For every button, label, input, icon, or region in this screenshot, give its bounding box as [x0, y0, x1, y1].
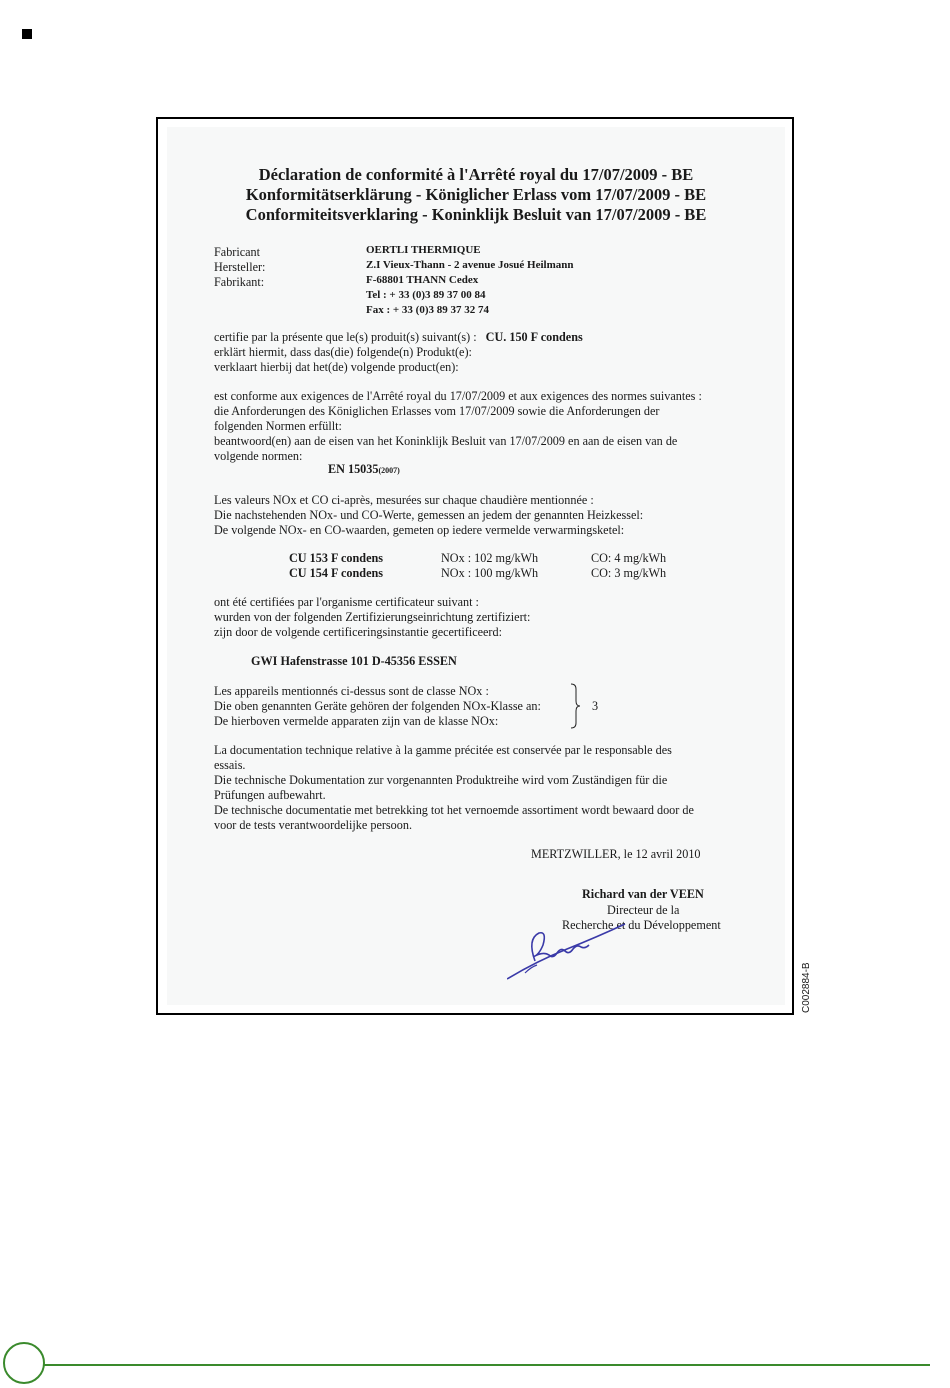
doc-line-2: essais.	[214, 758, 246, 772]
manufacturer-name: OERTLI THERMIQUE	[366, 244, 481, 256]
doc-line-5: De technische documentatie met betrekking tot het vernoemde assortiment wordt bewaard door de	[214, 803, 694, 817]
image-code: C002884-B	[801, 962, 812, 1013]
nox-class-value: 3	[592, 699, 599, 713]
class-line-de: Die oben genannten Geräte gehören der folgenden NOx-Klasse an:	[214, 699, 541, 713]
certify-nl: verklaart hierbij dat het(de) volgende product(en):	[214, 360, 459, 374]
values-intro-de: Die nachstehenden NOx- und CO-Werte, gemessen an jedem der genannten Heizkessel:	[214, 508, 644, 522]
doc-line-1: La documentation technique relative à la gamme précitée est conservée par le responsable des	[214, 743, 672, 757]
conform-line-3: folgenden Normen erfüllt:	[214, 419, 342, 433]
brace-icon	[569, 683, 581, 729]
manufacturer-tel: Tel : + 33 (0)3 89 37 00 84	[366, 289, 486, 301]
certificate-scan	[167, 127, 785, 1005]
doc-line-3: Die technische Dokumentation zur vorgenannten Produktreihe wird vom Zuständigen für die	[214, 773, 668, 787]
conform-line-4: beantwoord(en) aan de eisen van het Koninklijk Besluit van 17/07/2009 en aan de eisen van de	[214, 434, 678, 448]
title-fr: Déclaration de conformité à l'Arrêté royal du 17/07/2009 - BE	[258, 165, 694, 184]
footer-rule	[44, 1364, 930, 1366]
title-de: Konformitätserklärung - Königlicher Erlass vom 17/07/2009 - BE	[245, 185, 707, 204]
manufacturer-address2: F-68801 THANN Cedex	[366, 274, 479, 286]
measurement-nox-1: NOx : 102 mg/kWh	[441, 551, 539, 565]
certifier: GWI Hafenstrasse 101 D-45356 ESSEN	[251, 654, 457, 668]
product-name: CU. 150 F condens	[485, 330, 583, 344]
class-line-nl: De hierboven vermelde apparaten zijn van de klasse NOx:	[214, 714, 499, 728]
certificate-frame	[156, 117, 794, 1015]
measurement-model-2: CU 154 F condens	[289, 566, 384, 580]
manufacturer-address1: Z.I Vieux-Thann - 2 avenue Josué Heilmann	[366, 259, 574, 271]
certify-fr-text: certifie par la présente que le(s) produit(s) suivant(s) :	[214, 330, 477, 344]
certified-by-nl: zijn door de volgende certificeringsinstantie gecertificeerd:	[214, 625, 502, 639]
certify-de: erklärt hiermit, dass das(die) folgende(n) Produkt(e):	[214, 345, 472, 359]
signatory-title2: Recherche et du Développement	[562, 918, 721, 932]
certified-by-fr: ont été certifiées par l'organisme certificateur suivant :	[214, 595, 479, 609]
class-line-fr: Les appareils mentionnés ci-dessus sont de classe NOx :	[214, 684, 489, 698]
values-intro-fr: Les valeurs NOx et CO ci-après, mesurées sur chaque chaudière mentionnée :	[214, 493, 594, 507]
certified-by-de: wurden von der folgenden Zertifizierungseinrichtung zertifiziert:	[214, 610, 531, 624]
doc-line-6: voor de tests verantwoordelijke persoon.	[214, 818, 412, 832]
signature-icon	[507, 909, 627, 989]
conform-line-1: est conforme aux exigences de l'Arrêté royal du 17/07/2009 et aux exigences des normes suivantes :	[214, 389, 702, 403]
label-fabricant: Fabricant	[214, 245, 261, 259]
measurement-co-1: CO: 4 mg/kWh	[591, 551, 667, 565]
conform-line-2: die Anforderungen des Königlichen Erlasses vom 17/07/2009 sowie die Anforderungen der	[214, 404, 660, 418]
certify-fr	[214, 330, 583, 345]
label-hersteller: Hersteller:	[214, 260, 266, 274]
title-nl: Conformiteitsverklaring - Koninklijk Besluit van 17/07/2009 - BE	[245, 205, 707, 224]
measurement-co-2: CO: 3 mg/kWh	[591, 566, 667, 580]
norm-name: EN 15035	[328, 462, 379, 476]
values-intro-nl: De volgende NOx- en CO-waarden, gemeten op iedere vermelde verwarmingsketel:	[214, 523, 625, 537]
signatory-title1: Directeur de la	[607, 903, 680, 917]
place-date: MERTZWILLER, le 12 avril 2010	[531, 847, 701, 861]
bullet-marker	[22, 29, 32, 39]
norm	[328, 462, 400, 478]
measurement-model-1: CU 153 F condens	[289, 551, 384, 565]
page-number-circle	[3, 1342, 45, 1384]
measurement-nox-2: NOx : 100 mg/kWh	[441, 566, 539, 580]
conform-line-5: volgende normen:	[214, 449, 303, 463]
doc-line-4: Prüfungen aufbewahrt.	[214, 788, 326, 802]
manufacturer-fax: Fax : + 33 (0)3 89 37 32 74	[366, 304, 489, 316]
norm-year: (2007)	[378, 466, 400, 475]
signatory-name: Richard van der VEEN	[582, 887, 704, 901]
label-fabrikant: Fabrikant:	[214, 275, 265, 289]
